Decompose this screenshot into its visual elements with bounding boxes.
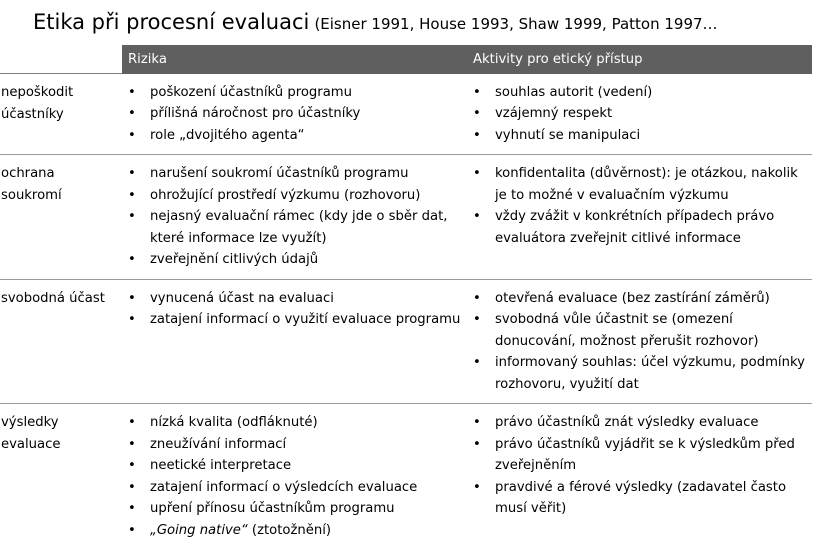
list-item [126,520,463,542]
list-item: • upření přínosu účastníkům programu [126,498,463,520]
title-main: Etika při procesní evaluaci [33,10,309,34]
list-item: • právo účastníků znát výsledky evaluace [471,412,808,434]
table-row [0,404,812,549]
list-item: • vzájemný respekt [471,103,808,125]
table-row [0,279,812,404]
row-label: ochrana soukromí [0,155,122,280]
risks-cell [122,279,467,404]
activities-list [471,82,808,147]
list-item: • souhlas autorit (vedení) [471,82,808,104]
list-item: • právo účastníků vyjádřit se k výsledkům před zveřejněním [471,434,808,477]
risks-list [126,412,463,541]
risks-cell [122,155,467,280]
table-row [0,155,812,280]
list-item: • svobodná vůle účastnit se (omezení donucování, možnost přerušit rozhovor) [471,309,808,352]
list-item: • přílišná náročnost pro účastníky [126,103,463,125]
list-item: • vynucená účast na evaluaci [126,288,463,310]
activities-cell [467,74,812,155]
activities-cell [467,404,812,549]
list-item: • vždy zvážit v konkrétních případech právo evaluátora zveřejnit citlivé informace [471,206,808,249]
list-item: • pravdivé a férové výsledky (zadavatel často musí věřit) [471,477,808,520]
activities-cell [467,279,812,404]
risks-list [126,82,463,147]
activities-list [471,163,808,249]
list-item: • zatajení informací o výsledcích evaluace [126,477,463,499]
going-native-italic: „Going native“ [150,523,248,538]
slide-title [33,10,718,34]
list-item: • poškození účastníků programu [126,82,463,104]
risks-cell [122,74,467,155]
list-item: • zveřejnění citlivých údajů [126,249,463,271]
header-activities: Aktivity pro etický přístup [467,45,812,74]
row-label: výsledky evaluace [0,404,122,549]
risks-list [126,163,463,271]
table-header-row [0,45,812,74]
list-item: • konfidentalita (důvěrnost): je otázkou, nakolik je to možné v evaluačním výzkumu [471,163,808,206]
header-risks: Rizika [122,45,467,74]
row-label: nepoškodit účastníky [0,74,122,155]
risks-list [126,288,463,331]
risks-cell [122,404,467,549]
list-item: • otevřená evaluace (bez zastírání záměrů) [471,288,808,310]
activities-cell [467,155,812,280]
list-item: • nízká kvalita (odfláknuté) [126,412,463,434]
going-native-rest: (ztotožnění) [248,523,331,538]
list-item: • vyhnutí se manipulaci [471,125,808,147]
list-item: • ohrožující prostředí výzkumu (rozhovoru) [126,185,463,207]
list-item: • zatajení informací o využití evaluace programu [126,309,463,331]
list-item: • neetické interpretace [126,455,463,477]
list-item: • narušení soukromí účastníků programu [126,163,463,185]
table-row [0,74,812,155]
activities-list [471,412,808,520]
header-empty [0,45,122,74]
list-item: • informovaný souhlas: účel výzkumu, podmínky rozhovoru, využití dat [471,352,808,395]
row-label: svobodná účast [0,279,122,404]
activities-list [471,288,808,396]
ethics-table [0,45,812,549]
list-item: • role „dvojitého agenta“ [126,125,463,147]
title-sources: (Eisner 1991, House 1993, Shaw 1999, Patton 1997… [314,15,717,33]
list-item: • nejasný evaluační rámec (kdy jde o sběr dat, které informace lze využít) [126,206,463,249]
list-item: • zneužívání informací [126,434,463,456]
